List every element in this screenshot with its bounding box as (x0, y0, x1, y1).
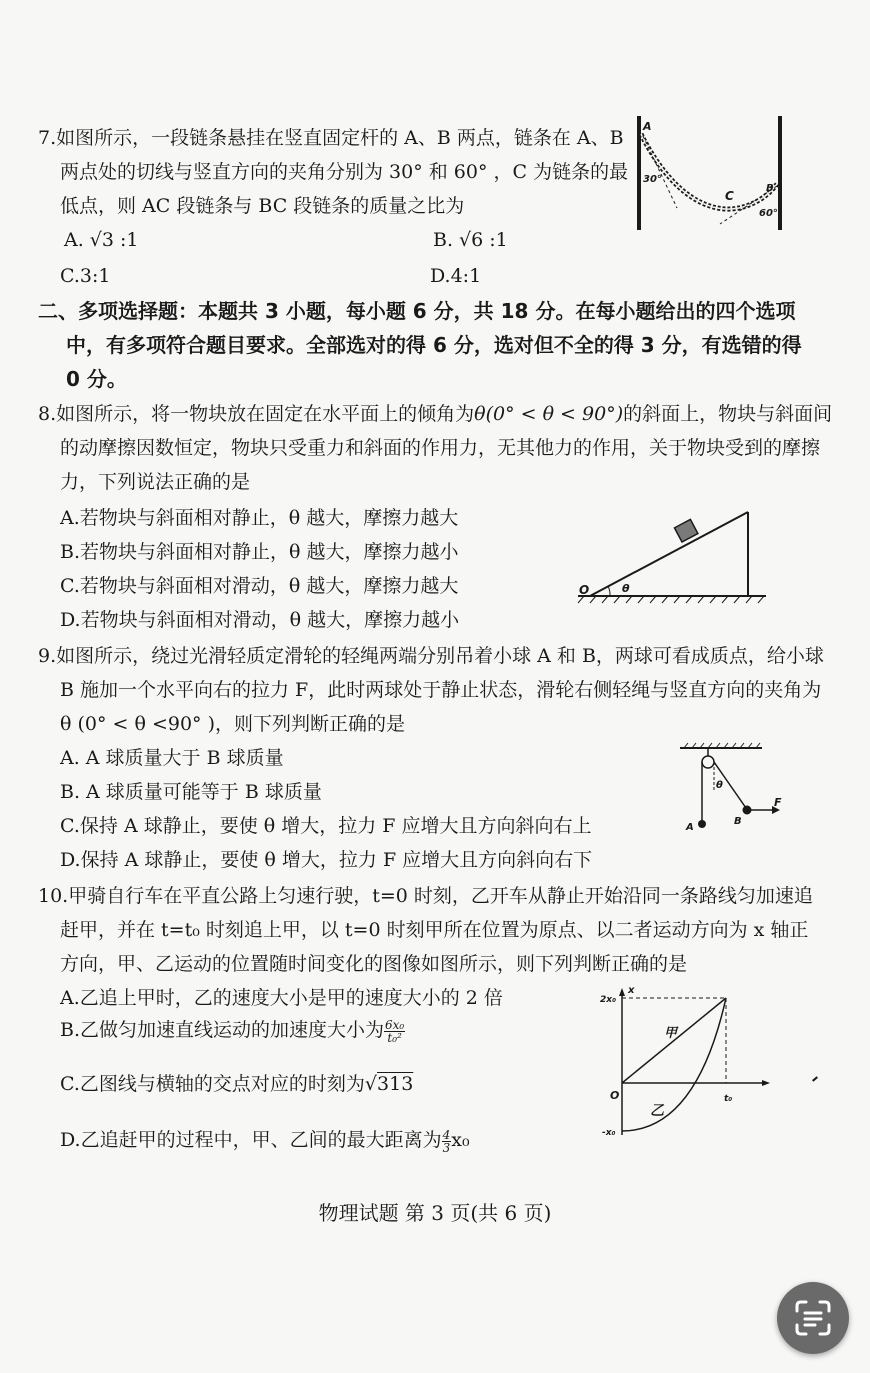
pulley (702, 756, 714, 768)
curve-yi (622, 998, 726, 1131)
q7-stem-line3: 低点，则 AC 段链条与 BC 段链条的质量之比为 (60, 195, 465, 217)
q9-option-d: D.保持 A 球静止，要使 θ 增大，拉力 F 应增大且方向斜向右下 (60, 849, 593, 871)
q10-option-b (60, 1018, 405, 1044)
q8-stem-line3: 力，下列说法正确的是 (60, 471, 251, 493)
page-footer: 物理试题 第 3 页(共 6 页) (318, 1201, 552, 1225)
incline (590, 512, 748, 596)
label-60: 60° (759, 208, 778, 219)
q10-option-d-fraction (442, 1129, 452, 1154)
label-b: B (766, 183, 774, 194)
label-neg-x0: -x₀ (602, 1128, 616, 1138)
q9-pulley-figure (676, 742, 796, 837)
section2-heading-line3: 0 分。 (66, 367, 127, 391)
q10-stem-line1: 10.甲骑自行车在平直公路上匀速行驶，t=0 时刻，乙开车从静止开始沿同一条路线匀加速追 (38, 885, 813, 907)
label-b: B (734, 816, 742, 827)
q8-option-c: C.若物块与斜面相对滑动，θ 越大，摩擦力越大 (60, 575, 459, 597)
q10-option-d (60, 1128, 470, 1154)
q10-option-c (60, 1072, 413, 1096)
label-yi: 乙 (650, 1103, 664, 1119)
stray-mark (812, 1076, 818, 1081)
q8-stem-line2: 的动摩擦因数恒定，物块只受重力和斜面的作用力，无其他力的作用，关于物块受到的摩擦 (60, 437, 821, 459)
q9-option-a: A. A 球质量大于 B 球质量 (60, 747, 284, 769)
label-o: O (579, 583, 590, 597)
q7-option-c: C.3:1 (60, 265, 111, 287)
label-jia: 甲 (664, 1026, 678, 1041)
q7-stem-line2: 两点处的切线与竖直方向的夹角分别为 30° 和 60° ，C 为链条的最 (60, 161, 629, 183)
q9-stem-line3: θ (0° < θ <90° )，则下列判断正确的是 (60, 713, 406, 735)
label-t0: t₀ (724, 1094, 733, 1104)
q10-option-b-text: B.乙做匀加速直线运动的加速度大小为 (60, 1019, 385, 1041)
fraction-numerator: 6x₀ (385, 1017, 405, 1032)
q9-stem-line1: 9.如图所示，绕过光滑轻质定滑轮的轻绳两端分别吊着小球 A 和 B，两球可看成质点，给小球 (38, 645, 824, 667)
ball-a (698, 820, 706, 828)
tangent-a (643, 136, 677, 208)
q9-option-b: B. A 球质量可能等于 B 球质量 (60, 781, 322, 803)
q7-option-d: D.4:1 (430, 265, 482, 287)
q7-chain-figure (625, 112, 795, 237)
q8-stem-pre: 8.如图所示，将一物块放在固定在水平面上的倾角为 (38, 403, 475, 425)
q8-option-b: B.若物块与斜面相对静止，θ 越大，摩擦力越小 (60, 541, 459, 563)
q10-option-c-text: C.乙图线与横轴的交点对应的时刻为 (60, 1073, 365, 1095)
label-2x0: 2x₀ (600, 995, 617, 1005)
fraction-denominator: t₀² (387, 1030, 402, 1045)
q8-stem-line1 (38, 402, 832, 426)
label-a: A (686, 822, 694, 833)
q9-option-c: C.保持 A 球静止，要使 θ 增大，拉力 F 应增大且方向斜向右上 (60, 815, 592, 837)
q8-angle-range: θ(0° < θ < 90°) (474, 403, 624, 425)
q10-option-a: A.乙追上甲时，乙的速度大小是甲的速度大小的 2 倍 (60, 987, 503, 1009)
q8-stem-post: 的斜面上，物块与斜面间 (623, 403, 833, 425)
label-c: C (725, 189, 734, 203)
q7-option-a: A. √3 :1 (64, 229, 139, 251)
q10-stem-line3: 方向，甲、乙运动的位置随时间变化的图像如图所示，则下列判断正确的是 (60, 953, 688, 975)
section2-heading-line2: 中，有多项符合题目要求。全部选对的得 6 分，选对但不全的得 3 分，有选错的得 (66, 333, 802, 357)
q10-position-time-graph (600, 983, 775, 1143)
q7-option-b: B. √6 :1 (433, 229, 508, 251)
fraction-numerator: 4 (442, 1127, 451, 1142)
scan-text-button[interactable] (777, 1282, 849, 1354)
q10-option-d-text: D.乙追赶甲的过程中，甲、乙间的最大距离为 (60, 1129, 442, 1151)
angle-arc (608, 586, 610, 596)
ground-hatch (578, 596, 764, 603)
q10-stem-line2: 赶甲，并在 t=t₀ 时刻追上甲，以 t=0 时刻甲所在位置为原点、以二者运动方向为 x 轴正 (60, 919, 809, 941)
q8-option-d: D.若物块与斜面相对滑动，θ 越大，摩擦力越小 (60, 609, 460, 631)
fraction-denominator: 3 (442, 1140, 451, 1155)
label-theta: θ (622, 582, 630, 595)
q7-stem-line1: 7.如图所示，一段链条悬挂在竖直固定杆的 A、B 两点，链条在 A、B (38, 127, 624, 149)
q9-stem-line2: B 施加一个水平向右的拉力 F，此时两球处于静止状态，滑轮右侧轻绳与竖直方向的夹角为 (60, 679, 822, 701)
label-a: A (643, 120, 652, 133)
scan-icon (793, 1298, 833, 1338)
chain (641, 134, 777, 209)
label-f: F (774, 796, 782, 809)
ball-b (743, 806, 752, 815)
q8-incline-figure (574, 506, 770, 606)
sqrt-sign: √ (364, 1073, 378, 1095)
q10-option-d-unit: x₀ (451, 1129, 470, 1151)
label-theta: θ (716, 780, 723, 791)
block (674, 519, 697, 542)
q10-option-b-fraction (384, 1019, 405, 1044)
label-origin: O (610, 1089, 620, 1102)
label-30: 30° (643, 174, 662, 185)
q8-option-a: A.若物块与斜面相对静止，θ 越大，摩擦力越大 (60, 507, 459, 529)
sqrt-radicand: 313 (377, 1073, 414, 1095)
label-x: x (628, 985, 635, 996)
section2-heading-line1: 二、多项选择题：本题共 3 小题，每小题 6 分，共 18 分。在每小题给出的四个选项 (38, 299, 796, 323)
